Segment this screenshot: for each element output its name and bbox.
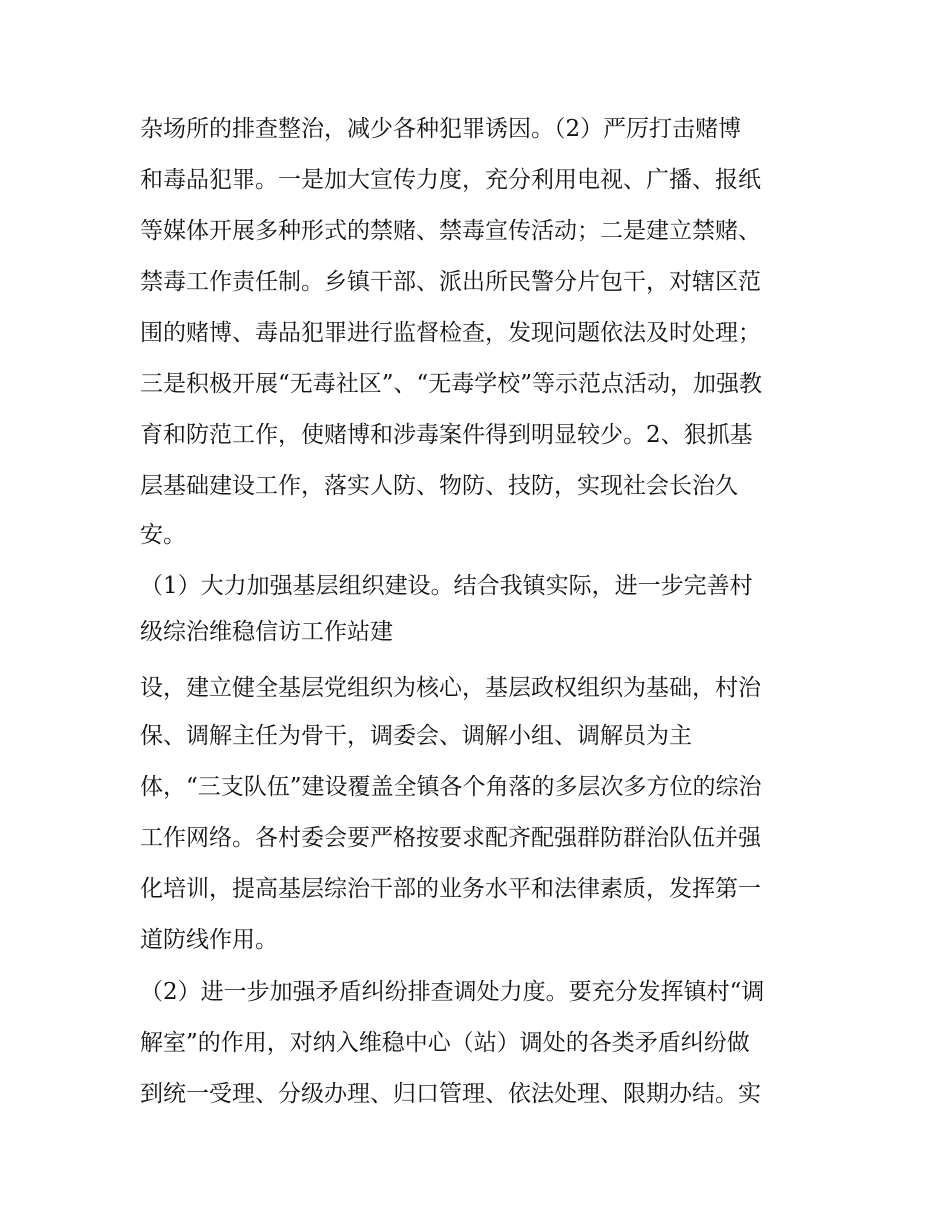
text-line: 安。 (140, 522, 186, 548)
text-line: 和毒品犯罪。一是加大宣传力度，充分利用电视、广播、报纸 (140, 167, 761, 193)
text-line: 体，“三支队伍”建设覆盖全镇各个角落的多层次多方位的综治 (140, 774, 762, 800)
text-line: 解室”的作用，对纳入维稳中心（站）调处的各类矛盾纠纷做 (140, 1030, 750, 1056)
text-line: 育和防范工作，使赌博和涉毒案件得到明显较少。2、狠抓基 (140, 422, 753, 448)
text-line: 化培训，提高基层综治干部的业务水平和法律素质，发挥第一 (140, 876, 761, 902)
text-line: 道防线作用。 (140, 927, 278, 953)
text-line: 杂场所的排查整治，减少各种犯罪诱因。（2）严厉打击赌博 (140, 116, 742, 142)
text-line: 级综治维稳信访工作站建 (140, 619, 393, 645)
text-line: 工作网络。各村委会要严格按要求配齐配强群防群治队伍并强 (140, 825, 761, 851)
text-line: 设，建立健全基层党组织为核心，基层政权组织为基础，村治 (140, 675, 761, 701)
text-line: 层基础建设工作，落实人防、物防、技防，实现社会长治久 (140, 473, 738, 499)
paragraph-start-line: （1）大力加强基层组织建设。结合我镇实际，进一步完善村 (140, 573, 753, 599)
text-line: 禁毒工作责任制。乡镇干部、派出所民警分片包干，对辖区范 (140, 269, 761, 295)
text-line: 到统一受理、分级办理、归口管理、依法处理、限期办结。实 (140, 1081, 761, 1107)
text-line: 等媒体开展多种形式的禁赌、禁毒宣传活动；二是建立禁赌、 (140, 218, 761, 244)
text-line: 围的赌博、毒品犯罪进行监督检查，发现问题依法及时处理； (140, 320, 761, 346)
text-line: 三是积极开展“无毒社区”、“无毒学校”等示范点活动，加强教 (140, 371, 763, 397)
text-line: 保、调解主任为骨干，调委会、调解小组、调解员为主 (140, 723, 692, 749)
paragraph-start-line: （2）进一步加强矛盾纠纷排查调处力度。要充分发挥镇村“调 (140, 979, 765, 1005)
